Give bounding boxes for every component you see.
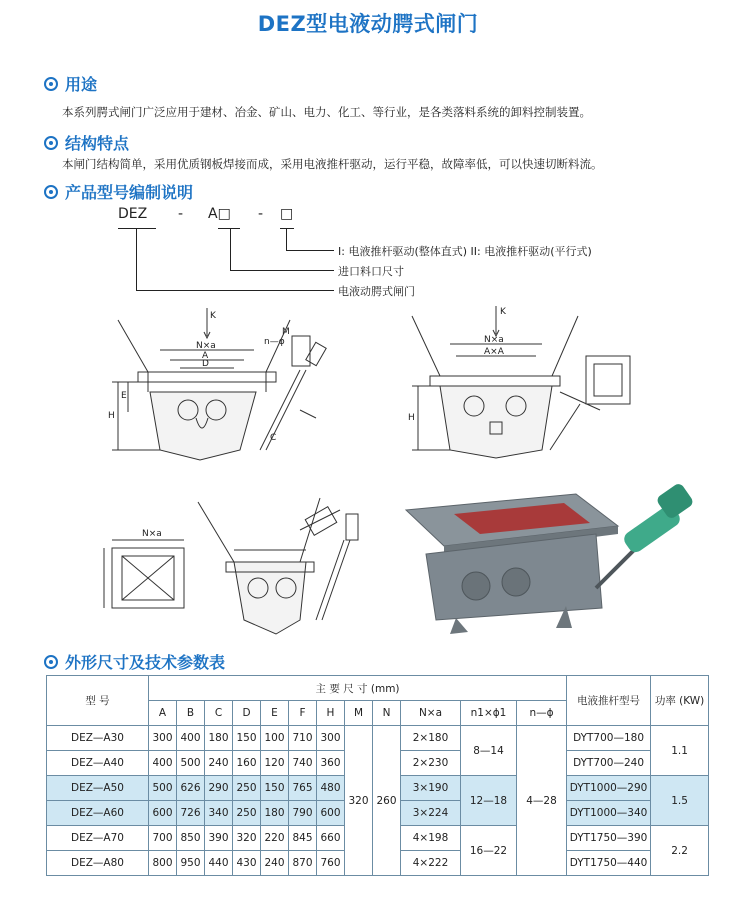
col-n1phi1: n1×ϕ1 — [461, 701, 517, 726]
cell-b: 726 — [177, 801, 205, 826]
cell-d: 150 — [233, 726, 261, 751]
cell-h: 760 — [317, 851, 345, 876]
cell-n1phi1: 12—18 — [461, 776, 517, 826]
col-a: A — [149, 701, 177, 726]
structure-text: 本闸门结构简单，采用优质钢板焊接而成，采用电液推杆驱动，运行平稳，故障率低，可以快速切断料流。 — [62, 157, 603, 171]
code-underline-box — [280, 228, 294, 229]
structure-heading: 结构特点 — [65, 134, 130, 153]
cell-c: 440 — [205, 851, 233, 876]
cell-m: 320 — [345, 726, 373, 876]
cell-d: 430 — [233, 851, 261, 876]
model-legend-type: 电液动腭式闸门 — [338, 285, 415, 298]
cell-h: 300 — [317, 726, 345, 751]
cell-a: 600 — [149, 801, 177, 826]
cell-power: 1.1 — [651, 726, 709, 776]
label-nxa-1: N×a — [196, 341, 216, 351]
code-leader-dez-h — [136, 290, 334, 291]
page-title: DEZ型电液动腭式闸门 — [257, 12, 479, 36]
usage-heading: 用途 — [65, 75, 98, 94]
model-legend-inlet: 进口料口尺寸 — [338, 265, 404, 278]
cell-nxa: 3×190 — [401, 776, 461, 801]
label-e-1: E — [121, 391, 127, 401]
table-row — [47, 726, 709, 751]
cell-h: 480 — [317, 776, 345, 801]
cell-model: DEZ—A60 — [47, 801, 149, 826]
col-d: D — [233, 701, 261, 726]
cell-b: 500 — [177, 751, 205, 776]
cell-e: 220 — [261, 826, 289, 851]
cell-pusher: DYT700—240 — [567, 751, 651, 776]
spec-table — [46, 675, 709, 876]
bullet-icon — [44, 77, 58, 91]
col-c: C — [205, 701, 233, 726]
bullet-icon — [44, 136, 58, 150]
cell-a: 700 — [149, 826, 177, 851]
product-photo — [396, 468, 696, 638]
bullet-icon — [44, 185, 58, 199]
cell-b: 400 — [177, 726, 205, 751]
label-m-1: M — [282, 327, 290, 337]
cell-nxa: 4×222 — [401, 851, 461, 876]
code-leader-a-h — [230, 270, 334, 271]
cell-h: 360 — [317, 751, 345, 776]
cell-h: 600 — [317, 801, 345, 826]
code-leader-a — [230, 228, 231, 270]
cell-nxa: 2×180 — [401, 726, 461, 751]
cell-n1phi1: 8—14 — [461, 726, 517, 776]
model-code-dez: DEZ — [118, 206, 148, 222]
code-leader-dez — [136, 228, 137, 290]
cell-h: 660 — [317, 826, 345, 851]
drawing-front-view-1 — [112, 308, 326, 460]
cell-c: 290 — [205, 776, 233, 801]
section-heading-usage — [44, 72, 97, 95]
header-pusher: 电液推杆型号 — [567, 676, 651, 726]
cell-b: 950 — [177, 851, 205, 876]
cell-a: 400 — [149, 751, 177, 776]
cell-f: 710 — [289, 726, 317, 751]
label-k-2: K — [500, 307, 506, 317]
cell-model: DEZ—A50 — [47, 776, 149, 801]
model-code-dash-1: - — [178, 206, 184, 222]
label-a-1: A — [202, 351, 209, 361]
cell-a: 800 — [149, 851, 177, 876]
cell-b: 626 — [177, 776, 205, 801]
cell-power: 2.2 — [651, 826, 709, 876]
label-c-1: C — [270, 433, 277, 443]
code-leader-box — [286, 228, 287, 250]
cell-pusher: DYT1000—290 — [567, 776, 651, 801]
cell-model: DEZ—A30 — [47, 726, 149, 751]
cell-e: 180 — [261, 801, 289, 826]
cell-c: 180 — [205, 726, 233, 751]
label-axa-2: A×A — [484, 347, 504, 357]
cell-f: 790 — [289, 801, 317, 826]
cell-d: 160 — [233, 751, 261, 776]
cell-f: 870 — [289, 851, 317, 876]
model-code-box: □ — [280, 206, 294, 222]
col-e: E — [261, 701, 289, 726]
cell-pusher: DYT700—180 — [567, 726, 651, 751]
label-h-2: H — [408, 413, 415, 423]
col-m: M — [345, 701, 373, 726]
cell-nxa: 3×224 — [401, 801, 461, 826]
cell-pusher: DYT1000—340 — [567, 801, 651, 826]
cell-c: 240 — [205, 751, 233, 776]
col-b: B — [177, 701, 205, 726]
cell-f: 765 — [289, 776, 317, 801]
cell-d: 250 — [233, 776, 261, 801]
cell-a: 500 — [149, 776, 177, 801]
label-k-1: K — [210, 311, 216, 321]
cell-nxa: 4×198 — [401, 826, 461, 851]
col-f: F — [289, 701, 317, 726]
section-heading-params — [44, 650, 225, 673]
params-heading: 外形尺寸及技术参数表 — [65, 653, 226, 672]
label-h-1: H — [108, 411, 115, 421]
section-heading-structure — [44, 131, 129, 154]
col-nphi: n—ϕ — [517, 701, 567, 726]
col-nxa: N×a — [401, 701, 461, 726]
cell-a: 300 — [149, 726, 177, 751]
section-heading-model — [44, 180, 193, 203]
code-underline-dez — [118, 228, 156, 229]
cell-e: 150 — [261, 776, 289, 801]
model-code-a: A□ — [208, 206, 231, 222]
header-power: 功率 (KW) — [651, 676, 709, 726]
model-heading: 产品型号编制说明 — [65, 183, 194, 202]
cell-f: 740 — [289, 751, 317, 776]
col-n: N — [373, 701, 401, 726]
model-legend-drive: I: 电液推杆驱动(整体直式) II: 电液推杆驱动(平行式) — [338, 245, 592, 258]
label-nxa-2: N×a — [484, 335, 504, 345]
label-d-1: D — [202, 359, 209, 369]
cell-model: DEZ—A80 — [47, 851, 149, 876]
cell-d: 320 — [233, 826, 261, 851]
model-code-dash-2: - — [258, 206, 264, 222]
cell-c: 390 — [205, 826, 233, 851]
bullet-icon — [44, 655, 58, 669]
cell-nphi: 4—28 — [517, 726, 567, 876]
header-dims: 主 要 尺 寸 (mm) — [149, 676, 567, 701]
drawing-side-view — [198, 498, 358, 634]
cell-d: 250 — [233, 801, 261, 826]
label-ka-3: N×a — [142, 529, 162, 539]
cell-model: DEZ—A40 — [47, 751, 149, 776]
drawing-front-view-2 — [412, 306, 630, 458]
code-leader-box-h — [286, 250, 334, 251]
cell-e: 240 — [261, 851, 289, 876]
drawing-top-view — [104, 540, 184, 608]
cell-b: 850 — [177, 826, 205, 851]
cell-pusher: DYT1750—390 — [567, 826, 651, 851]
cell-f: 845 — [289, 826, 317, 851]
cell-e: 100 — [261, 726, 289, 751]
col-h: H — [317, 701, 345, 726]
usage-text: 本系列腭式闸门广泛应用于建材、冶金、矿山、电力、化工、等行业，是各类落料系统的卸料控制装置。 — [62, 105, 591, 119]
cell-n1phi1: 16—22 — [461, 826, 517, 876]
cell-pusher: DYT1750—440 — [567, 851, 651, 876]
cell-c: 340 — [205, 801, 233, 826]
cell-nxa: 2×230 — [401, 751, 461, 776]
cell-e: 120 — [261, 751, 289, 776]
code-underline-a — [218, 228, 240, 229]
cell-model: DEZ—A70 — [47, 826, 149, 851]
cell-n: 260 — [373, 726, 401, 876]
label-nphi-1: n—φ — [264, 337, 285, 347]
table-header-row-1 — [47, 676, 709, 701]
header-model: 型 号 — [47, 676, 149, 726]
cell-power: 1.5 — [651, 776, 709, 826]
